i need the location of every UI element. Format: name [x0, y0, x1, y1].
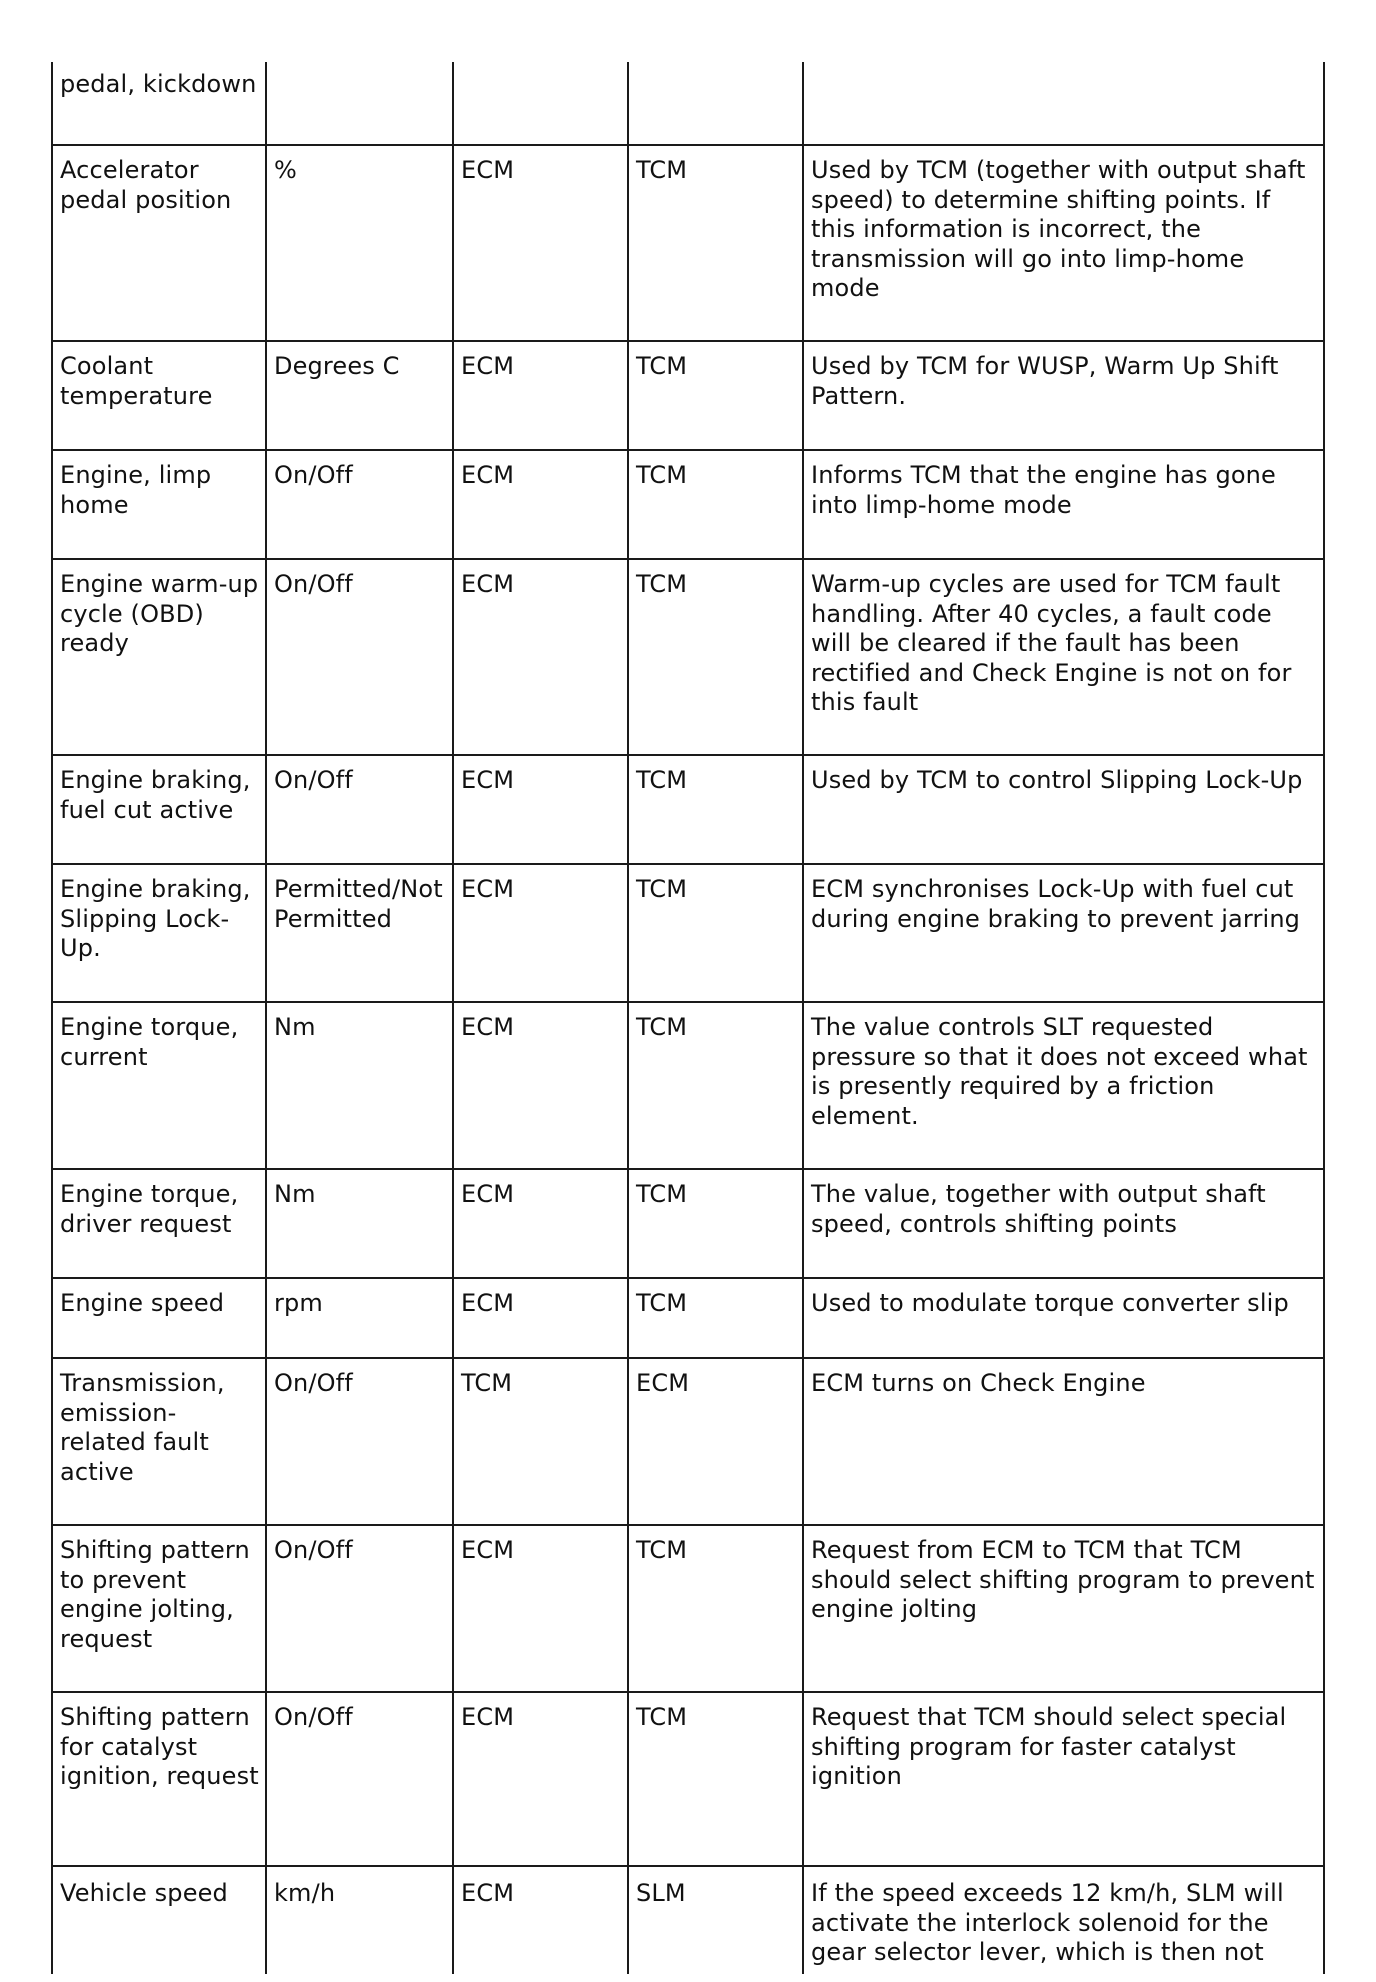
sender-cell: ECM — [453, 1002, 628, 1169]
unit-cell: On/Off — [266, 1525, 453, 1692]
sender-cell — [453, 62, 628, 145]
signal-name-cell: Engine braking, fuel cut active — [52, 755, 266, 864]
receiver-cell: TCM — [628, 755, 803, 864]
table-row — [52, 341, 1324, 450]
unit-cell: On/Off — [266, 1358, 453, 1525]
table-row — [52, 450, 1324, 559]
description-cell — [803, 62, 1324, 145]
sender-cell: ECM — [453, 1692, 628, 1866]
signal-name-cell: Shifting pattern to prevent engine jolting, request — [52, 1525, 266, 1692]
description-cell: Used by TCM to control Slipping Lock-Up — [803, 755, 1324, 864]
unit-cell: On/Off — [266, 755, 453, 864]
table-row — [52, 1002, 1324, 1169]
sender-cell: ECM — [453, 450, 628, 559]
signal-name-cell: Engine braking, Slipping Lock-Up. — [52, 864, 266, 1002]
signal-name-cell: Transmission, emission-related fault active — [52, 1358, 266, 1525]
receiver-cell: TCM — [628, 145, 803, 341]
description-cell: The value controls SLT requested pressure so that it does not exceed what is presently required by a friction element. — [803, 1002, 1324, 1169]
unit-cell: rpm — [266, 1278, 453, 1358]
receiver-cell: ECM — [628, 1358, 803, 1525]
receiver-cell — [628, 62, 803, 145]
sender-cell: TCM — [453, 1358, 628, 1525]
receiver-cell: TCM — [628, 1002, 803, 1169]
unit-cell: On/Off — [266, 450, 453, 559]
table-row — [52, 755, 1324, 864]
unit-cell: km/h — [266, 1866, 453, 1974]
signal-name-cell: Engine torque, current — [52, 1002, 266, 1169]
sender-cell: ECM — [453, 559, 628, 755]
table-row — [52, 1278, 1324, 1358]
signal-name-cell: Engine torque, driver request — [52, 1169, 266, 1278]
sender-cell: ECM — [453, 864, 628, 1002]
receiver-cell: SLM — [628, 1866, 803, 1974]
signal-name-cell: pedal, kickdown — [52, 62, 266, 145]
table-row — [52, 1525, 1324, 1692]
signal-name-cell: Accelerator pedal position — [52, 145, 266, 341]
description-cell: The value, together with output shaft speed, controls shifting points — [803, 1169, 1324, 1278]
description-cell: If the speed exceeds 12 km/h, SLM will activate the interlock solenoid for the gear selector lever, which is then not — [803, 1866, 1324, 1974]
sender-cell: ECM — [453, 145, 628, 341]
table-row — [52, 145, 1324, 341]
unit-cell: Nm — [266, 1169, 453, 1278]
description-cell: ECM turns on Check Engine — [803, 1358, 1324, 1525]
receiver-cell: TCM — [628, 864, 803, 1002]
description-cell: Used by TCM for WUSP, Warm Up Shift Pattern. — [803, 341, 1324, 450]
unit-cell: Permitted/Not Permitted — [266, 864, 453, 1002]
signal-table — [51, 62, 1325, 1974]
description-cell: Used by TCM (together with output shaft speed) to determine shifting points. If this information is incorrect, the transmission will go into limp-home mode — [803, 145, 1324, 341]
unit-cell — [266, 62, 453, 145]
unit-cell: % — [266, 145, 453, 341]
sender-cell: ECM — [453, 1169, 628, 1278]
description-cell: Used to modulate torque converter slip — [803, 1278, 1324, 1358]
signal-name-cell: Shifting pattern for catalyst ignition, request — [52, 1692, 266, 1866]
receiver-cell: TCM — [628, 559, 803, 755]
table-row — [52, 1866, 1324, 1974]
sender-cell: ECM — [453, 1866, 628, 1974]
description-cell: Request from ECM to TCM that TCM should select shifting program to prevent engine jolting — [803, 1525, 1324, 1692]
unit-cell: Degrees C — [266, 341, 453, 450]
description-cell: Request that TCM should select special shifting program for faster catalyst ignition — [803, 1692, 1324, 1866]
receiver-cell: TCM — [628, 1692, 803, 1866]
table-row — [52, 559, 1324, 755]
sender-cell: ECM — [453, 755, 628, 864]
table-row — [52, 62, 1324, 145]
description-cell: Warm-up cycles are used for TCM fault handling. After 40 cycles, a fault code will be cleared if the fault has been rectified and Check Engine is not on for this fault — [803, 559, 1324, 755]
table-row — [52, 864, 1324, 1002]
receiver-cell: TCM — [628, 450, 803, 559]
table-row — [52, 1358, 1324, 1525]
receiver-cell: TCM — [628, 1278, 803, 1358]
description-cell: ECM synchronises Lock-Up with fuel cut during engine braking to prevent jarring — [803, 864, 1324, 1002]
receiver-cell: TCM — [628, 1169, 803, 1278]
receiver-cell: TCM — [628, 1525, 803, 1692]
sender-cell: ECM — [453, 341, 628, 450]
table-row — [52, 1169, 1324, 1278]
signal-name-cell: Engine warm-up cycle (OBD) ready — [52, 559, 266, 755]
signal-name-cell: Engine, limp home — [52, 450, 266, 559]
sender-cell: ECM — [453, 1525, 628, 1692]
signal-name-cell: Coolant temperature — [52, 341, 266, 450]
description-cell: Informs TCM that the engine has gone into limp-home mode — [803, 450, 1324, 559]
sender-cell: ECM — [453, 1278, 628, 1358]
unit-cell: On/Off — [266, 1692, 453, 1866]
signal-name-cell: Vehicle speed — [52, 1866, 266, 1974]
signal-name-cell: Engine speed — [52, 1278, 266, 1358]
unit-cell: Nm — [266, 1002, 453, 1169]
table-row — [52, 1692, 1324, 1866]
unit-cell: On/Off — [266, 559, 453, 755]
receiver-cell: TCM — [628, 341, 803, 450]
